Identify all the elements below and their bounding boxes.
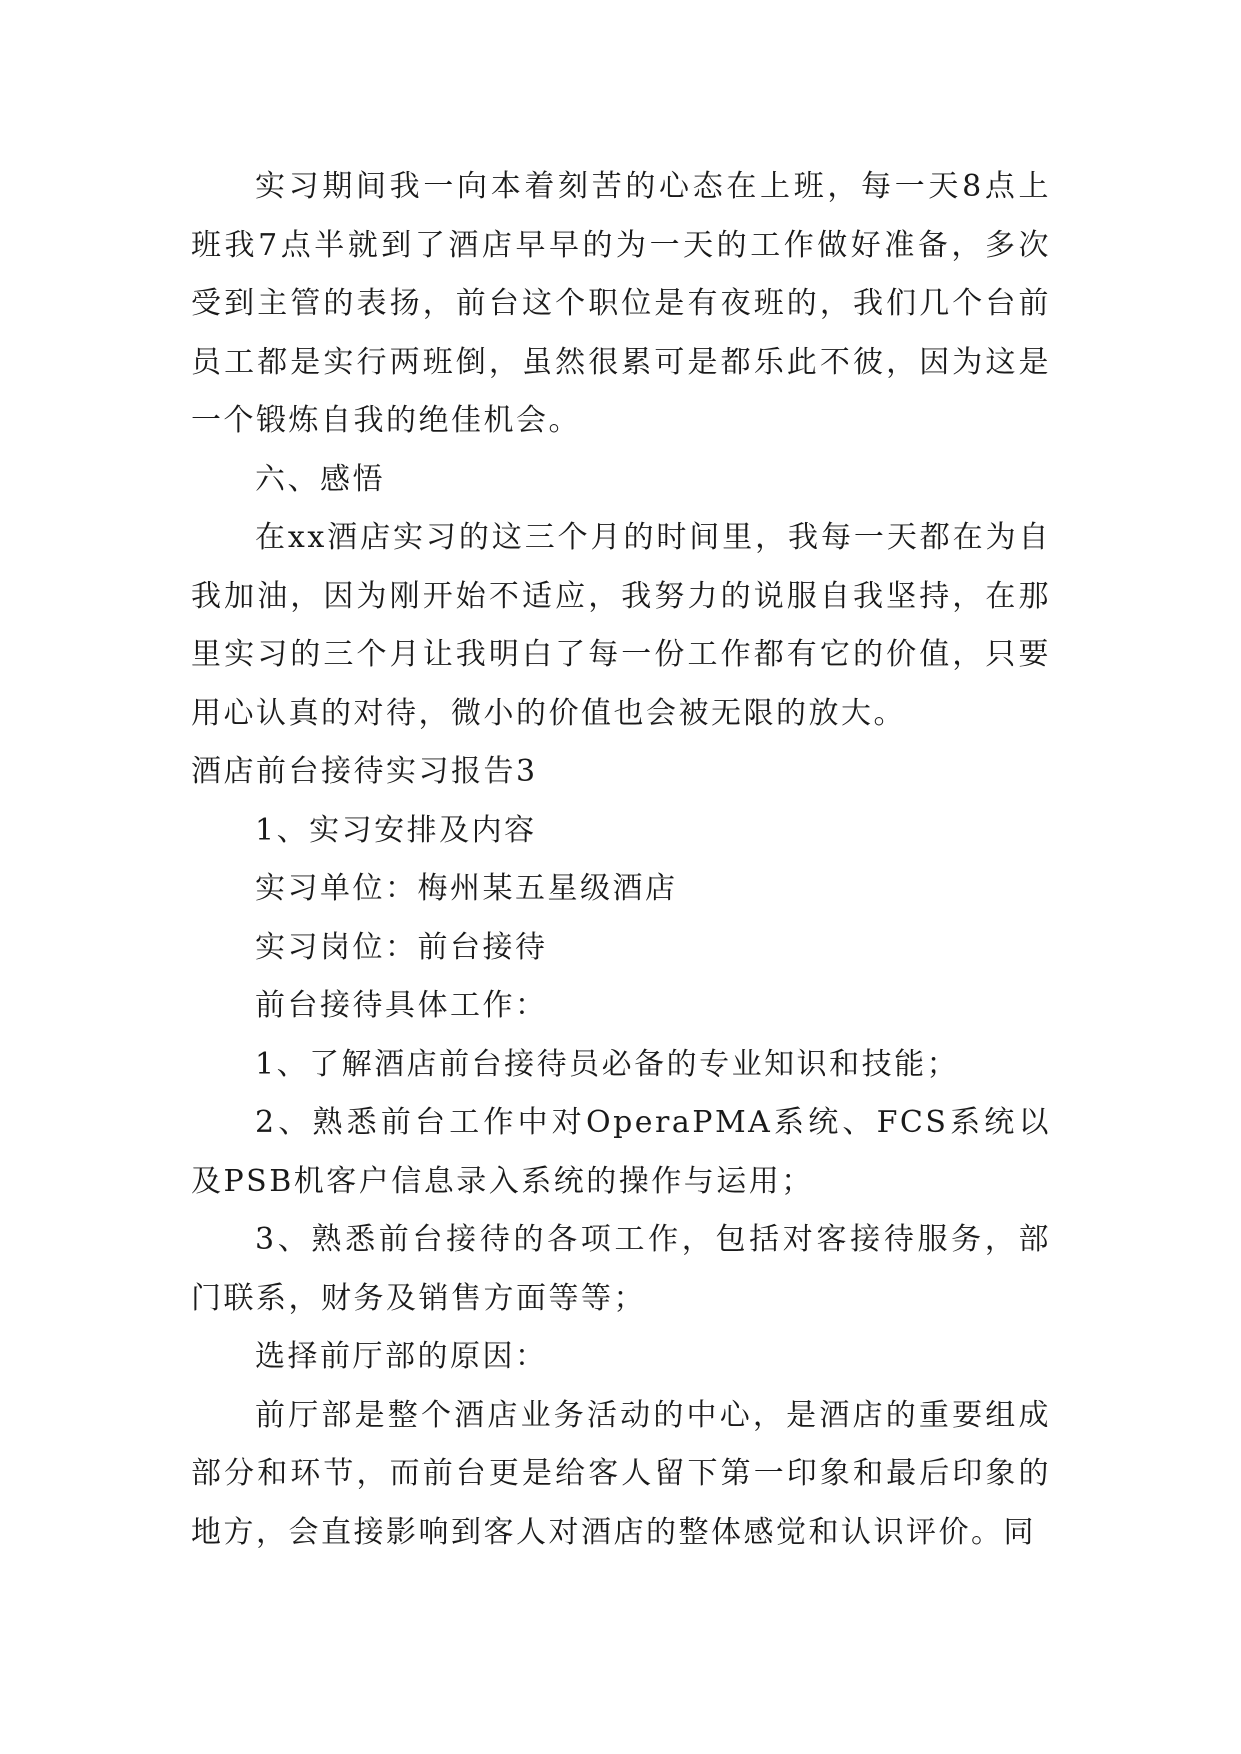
duty-item-1: 1、了解酒店前台接待员必备的专业知识和技能； xyxy=(255,1046,960,1082)
paragraph-work-attitude: 实习期间我一向本着刻苦的心态在上班，每一天8点上班我7点半就到了酒店早早的为一天的工作做好准备，多次受到主管的表扬，前台这个职位是有夜班的，我们几个台前员工都是实行两班倒，虽然很累可是都乐此不彼，因为这是一个锻炼自我的绝佳机会。 xyxy=(191,169,1051,438)
subheading-duties: 前台接待具体工作： xyxy=(255,988,548,1023)
duty-item-3: 3、熟悉前台接待的各项工作，包括对客接待服务，部门联系，财务及销售方面等等； xyxy=(191,1222,1051,1316)
duty-item-2: 2、熟悉前台工作中对OperaPMA系统、FCS系统以及PSB机客户信息录入系统的操作与运用； xyxy=(191,1105,1051,1199)
paragraph-reflection: 在xx酒店实习的这三个月的时间里，我每一天都在为自我加油，因为刚开始不适应，我努力的说服自我坚持，在那里实习的三个月让我明白了每一份工作都有它的价值，只要用心认真的对待，微小的价值也会被无限的放大。 xyxy=(191,520,1051,731)
section-heading-arrangement: 1、实习安排及内容 xyxy=(255,812,537,848)
paragraph-reason: 前厅部是整个酒店业务活动的中心，是酒店的重要组成部分和环节，而前台更是给客人留下第一印象和最后印象的地方，会直接影响到客人对酒店的整体感觉和认识评价。同 xyxy=(191,1397,1051,1550)
section-heading-reflection: 六、感悟 xyxy=(255,461,385,497)
report-title: 酒店前台接待实习报告3 xyxy=(191,754,538,789)
document-page xyxy=(191,158,1051,1562)
internship-unit: 实习单位：梅州某五星级酒店 xyxy=(255,871,678,906)
subheading-reason: 选择前厅部的原因： xyxy=(255,1339,548,1374)
internship-position: 实习岗位：前台接待 xyxy=(255,929,548,965)
